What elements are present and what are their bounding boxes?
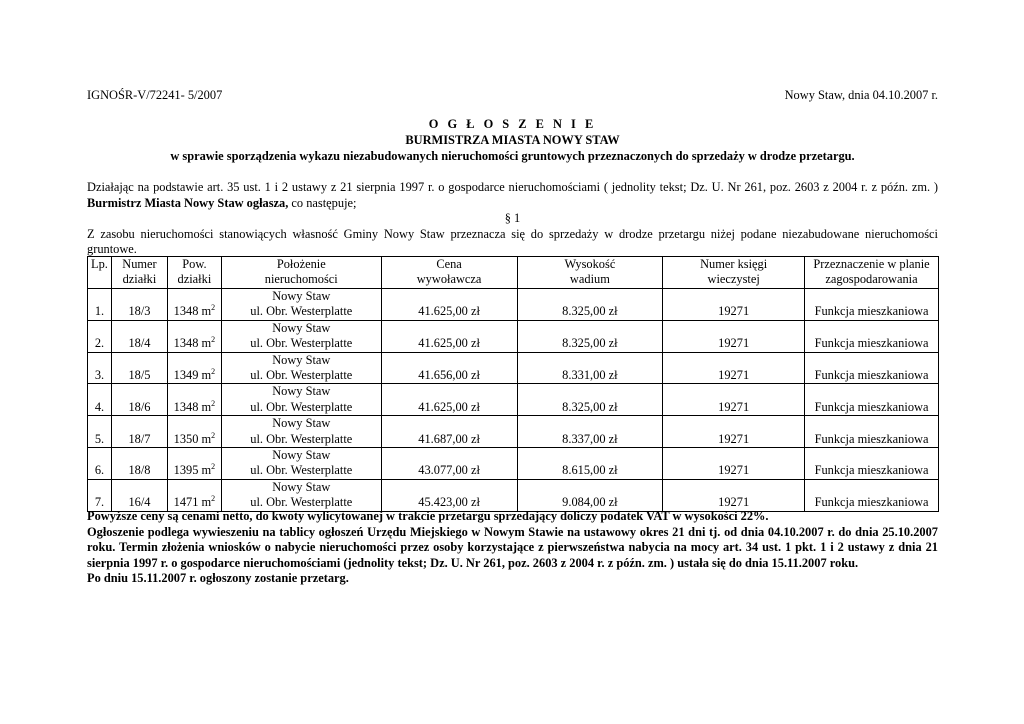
cell-ksiega: 19271 (663, 448, 805, 480)
title-line-1: O G Ł O S Z E N I E (428, 117, 597, 131)
cell-polozenie: Nowy Staw ul. Obr. Westerplatte (221, 479, 381, 511)
table-row (88, 289, 939, 321)
legal-basis-paragraph (87, 180, 938, 211)
col-polozenie: Położenie nieruchomości (221, 257, 381, 289)
cell-polozenie: Nowy Staw ul. Obr. Westerplatte (221, 352, 381, 384)
cell-polozenie: Nowy Staw ul. Obr. Westerplatte (221, 448, 381, 480)
col-ksiega: Numer księgi wieczystej (663, 257, 805, 289)
cell-lp: 5. (88, 416, 112, 448)
property-intro-paragraph: Z zasobu nieruchomości stanowiących własność Gminy Nowy Staw przeznacza się do sprzedaży w drodze przetargu niżej podane niezabudowane nieruchomości gruntowe. (87, 226, 938, 257)
cell-plan: Funkcja mieszkaniowa (805, 479, 939, 511)
cell-plan: Funkcja mieszkaniowa (805, 384, 939, 416)
vat-note: Powyższe ceny są cenami netto, do kwoty wylicytowanej w trakcie przetargu sprzedający doliczy podatek VAT w wysokości 22%. (87, 509, 769, 523)
cell-lp: 4. (88, 384, 112, 416)
cell-numer: 18/8 (111, 448, 167, 480)
title-line-3: w sprawie sporządzenia wykazu niezabudowanych nieruchomości gruntowych przeznaczonych do sprzedaży w drodze przetargu. (170, 149, 855, 163)
cell-pow: 1349 $m^2$ (167, 352, 221, 384)
cell-plan: Funkcja mieszkaniowa (805, 448, 939, 480)
legal-basis-text: Działając na podstawie art. 35 ust. 1 i 2 ustawy z 21 sierpnia 1997 r. o gospodarce nieruchomościami ( jednolity tekst; Dz. U. Nr 261, poz. 2603 z 2004 r. z późn. zm. ) (87, 180, 938, 194)
cell-plan: Funkcja mieszkaniowa (805, 289, 939, 321)
cell-cena: 41.625,00 zł (381, 384, 517, 416)
cell-numer: 18/7 (111, 416, 167, 448)
col-lp: Lp. (88, 257, 112, 289)
col-cena: Cena wywoławcza (381, 257, 517, 289)
cell-plan: Funkcja mieszkaniowa (805, 320, 939, 352)
cell-cena: 43.077,00 zł (381, 448, 517, 480)
cell-cena: 41.687,00 zł (381, 416, 517, 448)
cell-numer: 18/5 (111, 352, 167, 384)
col-plan: Przeznaczenie w planie zagospodarowania (805, 257, 939, 289)
intro-section (87, 180, 938, 258)
table-row (88, 448, 939, 480)
cell-pow: 1348 $m^2$ (167, 384, 221, 416)
cell-pow: 1348 $m^2$ (167, 320, 221, 352)
cell-pow: 1350 $m^2$ (167, 416, 221, 448)
section-mark: § 1 (504, 211, 521, 226)
cell-wadium: 8.337,00 zł (517, 416, 663, 448)
table-row (88, 320, 939, 352)
cell-lp: 1. (88, 289, 112, 321)
cell-numer: 18/4 (111, 320, 167, 352)
cell-wadium: 8.325,00 zł (517, 320, 663, 352)
table-row (88, 479, 939, 511)
cell-lp: 3. (88, 352, 112, 384)
cell-polozenie: Nowy Staw ul. Obr. Westerplatte (221, 384, 381, 416)
cell-ksiega: 19271 (663, 289, 805, 321)
announcement-title (87, 117, 938, 165)
document-header (87, 88, 938, 104)
mayor-announces: Burmistrz Miasta Nowy Staw ogłasza, (87, 195, 289, 210)
cell-plan: Funkcja mieszkaniowa (805, 416, 939, 448)
cell-cena: 41.656,00 zł (381, 352, 517, 384)
cell-wadium: 9.084,00 zł (517, 479, 663, 511)
cell-polozenie: Nowy Staw ul. Obr. Westerplatte (221, 320, 381, 352)
cell-lp: 7. (88, 479, 112, 511)
place-and-date: Nowy Staw, dnia 04.10.2007 r. (784, 88, 938, 102)
footer-notes (87, 509, 938, 587)
properties-table (87, 256, 939, 512)
cell-wadium: 8.325,00 zł (517, 289, 663, 321)
cell-pow: 1395 $m^2$ (167, 448, 221, 480)
table-header-row (88, 257, 939, 289)
col-wadium: Wysokość wadium (517, 257, 663, 289)
title-line-2: BURMISTRZA MIASTA NOWY STAW (405, 133, 620, 147)
cell-cena: 41.625,00 zł (381, 320, 517, 352)
cell-numer: 18/6 (111, 384, 167, 416)
cell-ksiega: 19271 (663, 384, 805, 416)
table-row (88, 384, 939, 416)
reference-number: IGNOŚR-V/72241- 5/2007 (87, 88, 223, 102)
cell-ksiega: 19271 (663, 352, 805, 384)
cell-ksiega: 19271 (663, 320, 805, 352)
cell-numer: 18/3 (111, 289, 167, 321)
cell-ksiega: 19271 (663, 479, 805, 511)
posting-note: Ogłoszenie podlega wywieszeniu na tablicy ogłoszeń Urzędu Miejskiego w Nowym Stawie na ustawowy okres 21 dni tj. od dnia 04.10.2007 r. do dnia 25.10.2007 roku. Termin złożenia wniosków o nabycie nieruchomości przez osoby korzystające z pierwszeństwa nabycia na mocy art. 34 ust. 1 pkt. 1 i 2 ustawy z dnia 21 sierpnia 1997 r. o gospodarce nieruchomościami (jednolity tekst; Dz. U. Nr 261, poz. 2603 z 2004 r. z późn. zm. ) ustała się do dnia 15.11.2007 roku. (87, 524, 938, 570)
cell-polozenie: Nowy Staw ul. Obr. Westerplatte (221, 289, 381, 321)
cell-ksiega: 19271 (663, 416, 805, 448)
table-row (88, 416, 939, 448)
cell-cena: 45.423,00 zł (381, 479, 517, 511)
cell-plan: Funkcja mieszkaniowa (805, 352, 939, 384)
cell-numer: 16/4 (111, 479, 167, 511)
cell-pow: 1471 $m^2$ (167, 479, 221, 511)
legal-basis-end: co następuje; (288, 195, 357, 210)
cell-lp: 6. (88, 448, 112, 480)
auction-note: Po dniu 15.11.2007 r. ogłoszony zostanie przetarg. (87, 571, 349, 586)
cell-pow: 1348 $m^2$ (167, 289, 221, 321)
cell-wadium: 8.615,00 zł (517, 448, 663, 480)
cell-cena: 41.625,00 zł (381, 289, 517, 321)
col-pow: Pow. działki (167, 257, 221, 289)
cell-wadium: 8.325,00 zł (517, 384, 663, 416)
col-numer: Numer działki (111, 257, 167, 289)
cell-wadium: 8.331,00 zł (517, 352, 663, 384)
table-row (88, 352, 939, 384)
cell-lp: 2. (88, 320, 112, 352)
cell-polozenie: Nowy Staw ul. Obr. Westerplatte (221, 416, 381, 448)
